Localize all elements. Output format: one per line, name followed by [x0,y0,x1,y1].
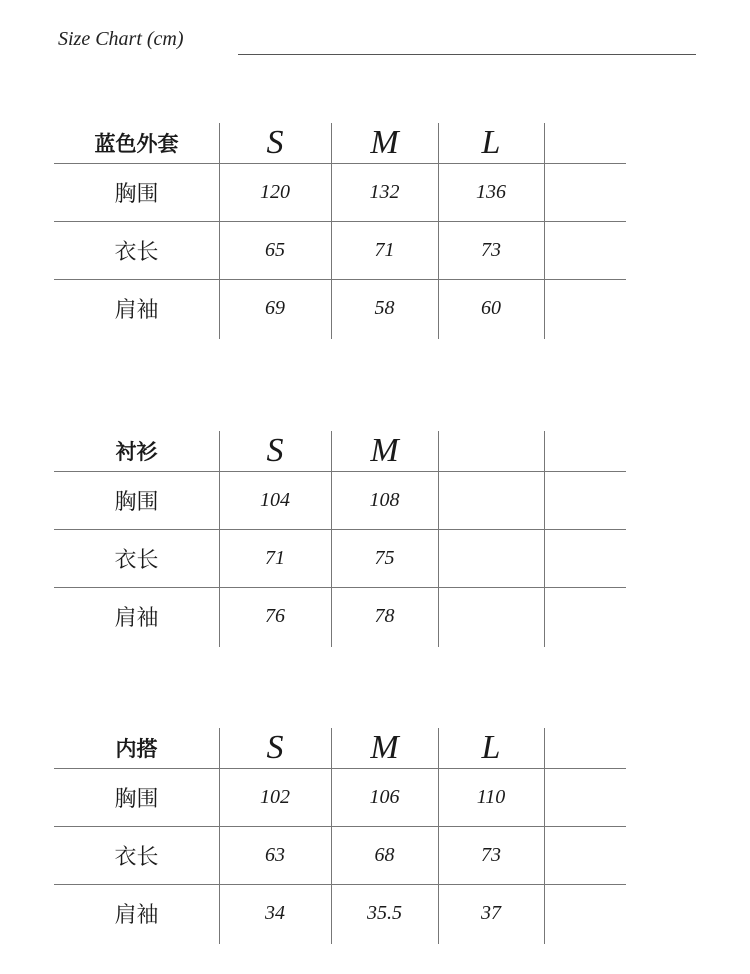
measurement-value: 58 [374,296,395,319]
size-header: M [370,124,399,161]
measurement-value: 73 [481,843,501,866]
table-name: 蓝色外套 [94,131,179,156]
measurement-value [544,826,626,884]
size-header: M [370,729,399,766]
size-header: M [370,432,399,469]
measurement-value [544,768,626,826]
row-label: 衣长 [114,547,159,573]
measurement-value: 35.5 [367,901,402,924]
size-header [438,431,544,471]
measurement-value [544,221,626,279]
measurement-value: 120 [260,180,290,203]
size-header: S [266,432,284,469]
measurement-value: 71 [374,238,395,261]
row-label: 衣长 [114,239,159,265]
measurement-value: 73 [481,238,501,261]
table-name: 衬衫 [115,439,158,464]
size-table [54,123,626,339]
measurement-value: 136 [476,180,506,203]
measurement-value: 37 [481,901,501,924]
measurement-value: 63 [265,843,285,866]
size-header [544,728,626,768]
measurement-value: 68 [374,843,395,866]
row-label: 肩袖 [114,902,159,928]
measurement-value [544,529,626,587]
measurement-value: 71 [265,546,285,569]
measurement-value: 102 [260,785,290,808]
size-table [54,431,626,647]
measurement-value: 104 [260,488,290,511]
measurement-value: 76 [265,604,285,627]
row-label: 胸围 [114,786,159,812]
size-header: L [481,124,501,161]
measurement-value: 108 [369,488,400,511]
measurement-value [544,471,626,529]
measurement-value: 60 [481,296,501,319]
row-label: 胸围 [114,489,159,515]
row-label: 肩袖 [114,297,159,323]
size-header [544,431,626,471]
measurement-value [438,587,544,645]
measurement-value [544,884,626,942]
measurement-value [544,279,626,337]
measurement-value [544,587,626,645]
measurement-value: 75 [374,546,395,569]
row-label: 胸围 [114,181,159,207]
measurement-value: 65 [265,238,285,261]
measurement-value [438,471,544,529]
measurement-value [438,529,544,587]
row-label: 肩袖 [114,605,159,631]
size-header: S [266,729,284,766]
measurement-value: 106 [369,785,400,808]
row-label: 衣长 [114,844,159,870]
table-name: 内搭 [115,736,158,761]
size-header: L [481,729,501,766]
size-header [544,123,626,163]
title-underline [238,54,696,55]
measurement-value [544,163,626,221]
measurement-value: 69 [265,296,285,319]
page-title: Size Chart (cm) [58,28,184,50]
measurement-value: 110 [476,785,506,808]
measurement-value: 34 [265,901,285,924]
measurement-value: 78 [374,604,395,627]
size-table [54,728,626,944]
measurement-value: 132 [369,180,400,203]
size-header: S [266,124,284,161]
